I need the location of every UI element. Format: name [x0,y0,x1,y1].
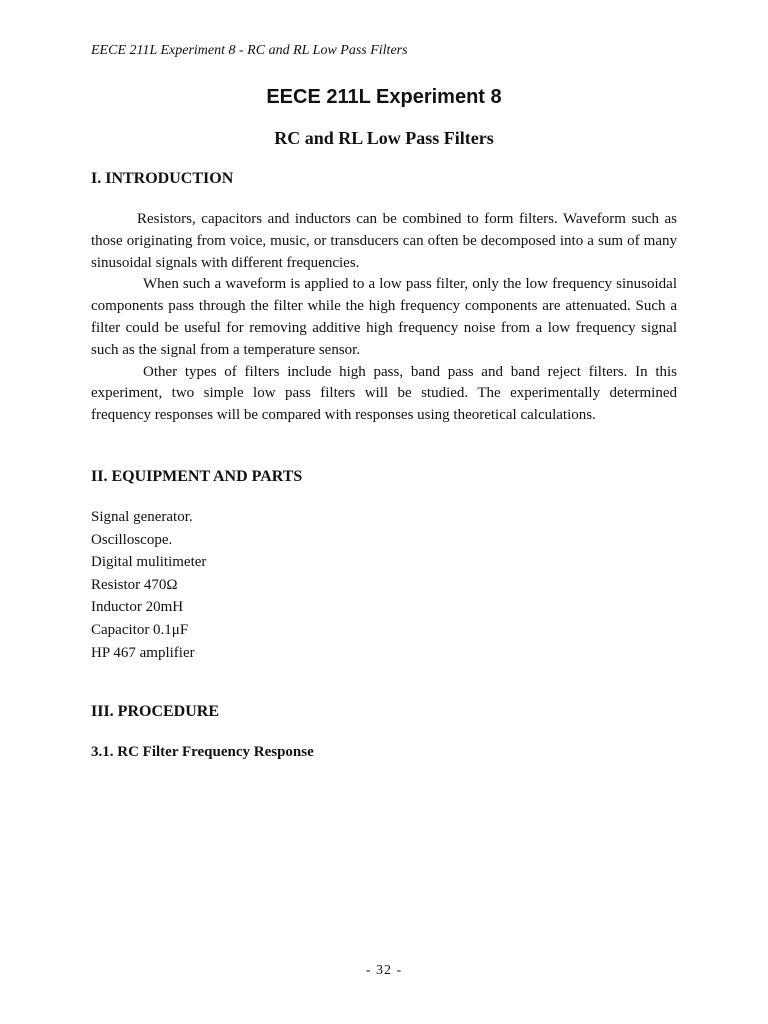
document-title: EECE 211L Experiment 8 [266,86,502,108]
equipment-item: Digital mulitimeter [91,554,207,571]
equipment-item: Oscilloscope. [91,531,173,548]
introduction-body [91,209,677,427]
equipment-heading: II. EQUIPMENT AND PARTS [91,468,303,485]
equipment-item: Resistor 470Ω [91,576,178,593]
introduction-paragraph: When such a waveform is applied to a low pass filter, only the low frequency sinusoidal components pass through the filter while the high frequency components are attenuated. Such a filter could be useful for removing additive high frequency noise from a low frequency signal such as the signal from a temperature sensor. [91,276,677,358]
introduction-paragraph: Other types of filters include high pass, band pass and band reject filters. In this experiment, two simple low pass filters will be studied. The experimentally determined frequency responses will be compared with responses using theoretical calculations. [91,363,677,424]
equipment-item: HP 467 amplifier [91,644,195,661]
procedure-heading: III. PROCEDURE [91,703,220,720]
page-number: - 32 - [365,963,403,978]
running-header: EECE 211L Experiment 8 - RC and RL Low Pass Filters [91,43,408,58]
equipment-item: Capacitor 0.1μF [91,621,189,638]
introduction-paragraph: Resistors, capacitors and inductors can be combined to form filters. Waveform such as those originating from voice, music, or transducers can often be decomposed into a sum of many sinusoidal signals with different frequencies. [91,211,677,271]
rc-filter-subsection-heading: 3.1. RC Filter Frequency Response [91,744,314,760]
document-subtitle: RC and RL Low Pass Filters [274,128,494,148]
equipment-list [91,506,206,664]
equipment-item: Signal generator. [91,509,193,525]
introduction-heading: I. INTRODUCTION [91,170,234,187]
equipment-item: Inductor 20mH [91,599,184,616]
